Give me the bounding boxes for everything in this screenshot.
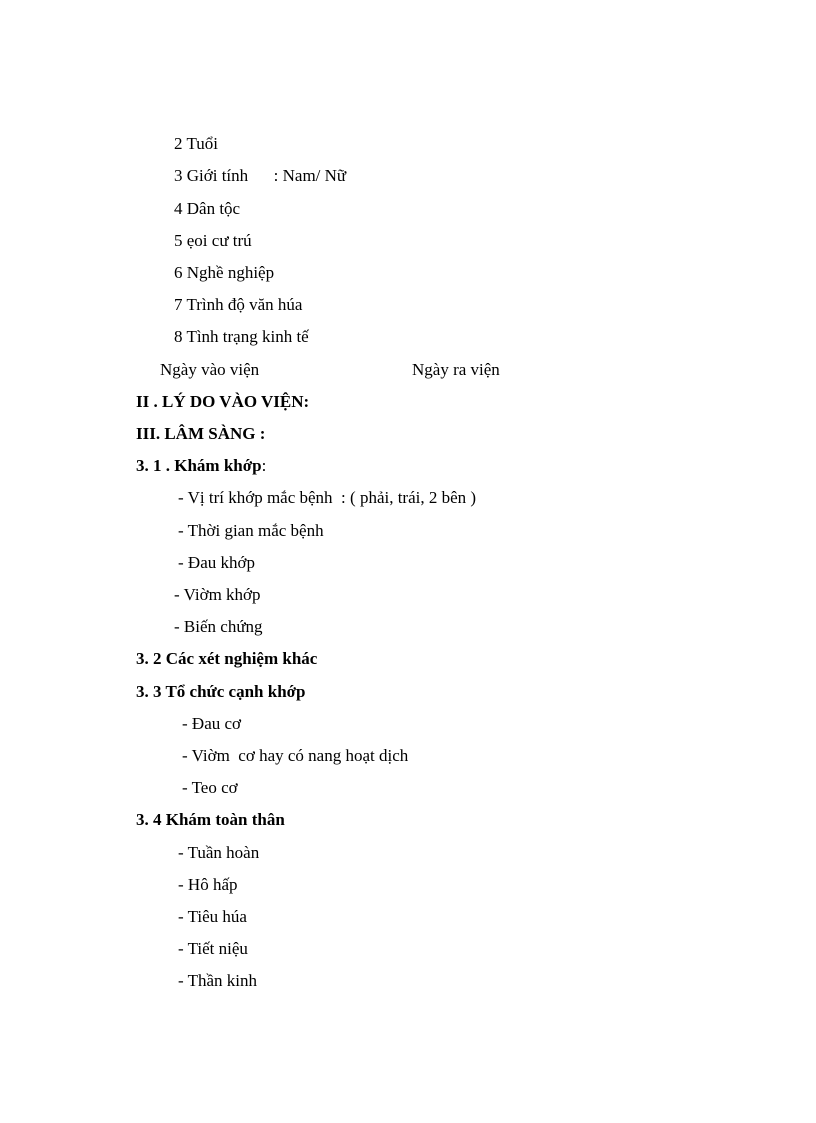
- subsection-heading-joint-exam-text: 3. 1 . Khám khớp: [136, 456, 262, 475]
- list-item: - Thần kinh: [178, 971, 258, 990]
- list-item: - Tiêu húa: [178, 907, 247, 926]
- field-residence: 5 ẹoi cư trú: [174, 231, 252, 250]
- section-heading-clinical: III. LÂM SÀNG :: [136, 424, 266, 443]
- list-item: - Biến chứng: [174, 617, 263, 636]
- subsection-heading-other-tests: 3. 2 Các xét nghiệm khác: [136, 649, 318, 668]
- subsection-heading-joint-exam: [136, 456, 266, 476]
- list-item: - Teo cơ: [182, 778, 238, 797]
- subsection-heading-periarticular: 3. 3 Tổ chức cạnh khớp: [136, 682, 306, 701]
- field-occupation: 6 Nghề nghiệp: [174, 263, 275, 282]
- list-item: - Viờm khớp: [174, 585, 261, 604]
- list-item: - Viờm cơ hay có nang hoạt dịch: [182, 746, 409, 765]
- list-item: - Thời gian mắc bệnh: [178, 521, 324, 540]
- field-discharge-date: Ngày ra viện: [412, 360, 500, 379]
- field-gender: 3 Giới tính : Nam/ Nữ: [174, 166, 347, 185]
- list-item: - Tiết niệu: [178, 939, 248, 958]
- list-item: - Đau khớp: [178, 553, 255, 572]
- list-item: - Hô hấp: [178, 875, 238, 894]
- subsection-heading-general-exam: 3. 4 Khám toàn thân: [136, 810, 285, 829]
- list-item: - Đau cơ: [182, 714, 242, 733]
- field-age: 2 Tuổi: [174, 134, 218, 153]
- field-education: 7 Trình độ văn húa: [174, 295, 303, 314]
- field-economic-status: 8 Tình trạng kinh tế: [174, 327, 309, 346]
- list-item: - Tuần hoàn: [178, 843, 260, 862]
- list-item: - Vị trí khớp mắc bệnh : ( phải, trái, 2 bên ): [178, 488, 477, 507]
- section-heading-reason: II . LÝ DO VÀO VIỆN:: [136, 392, 310, 411]
- field-ethnicity: 4 Dân tộc: [174, 199, 241, 218]
- field-admission-date: Ngày vào viện: [160, 360, 260, 379]
- subsection-heading-joint-exam-colon: :: [261, 456, 267, 475]
